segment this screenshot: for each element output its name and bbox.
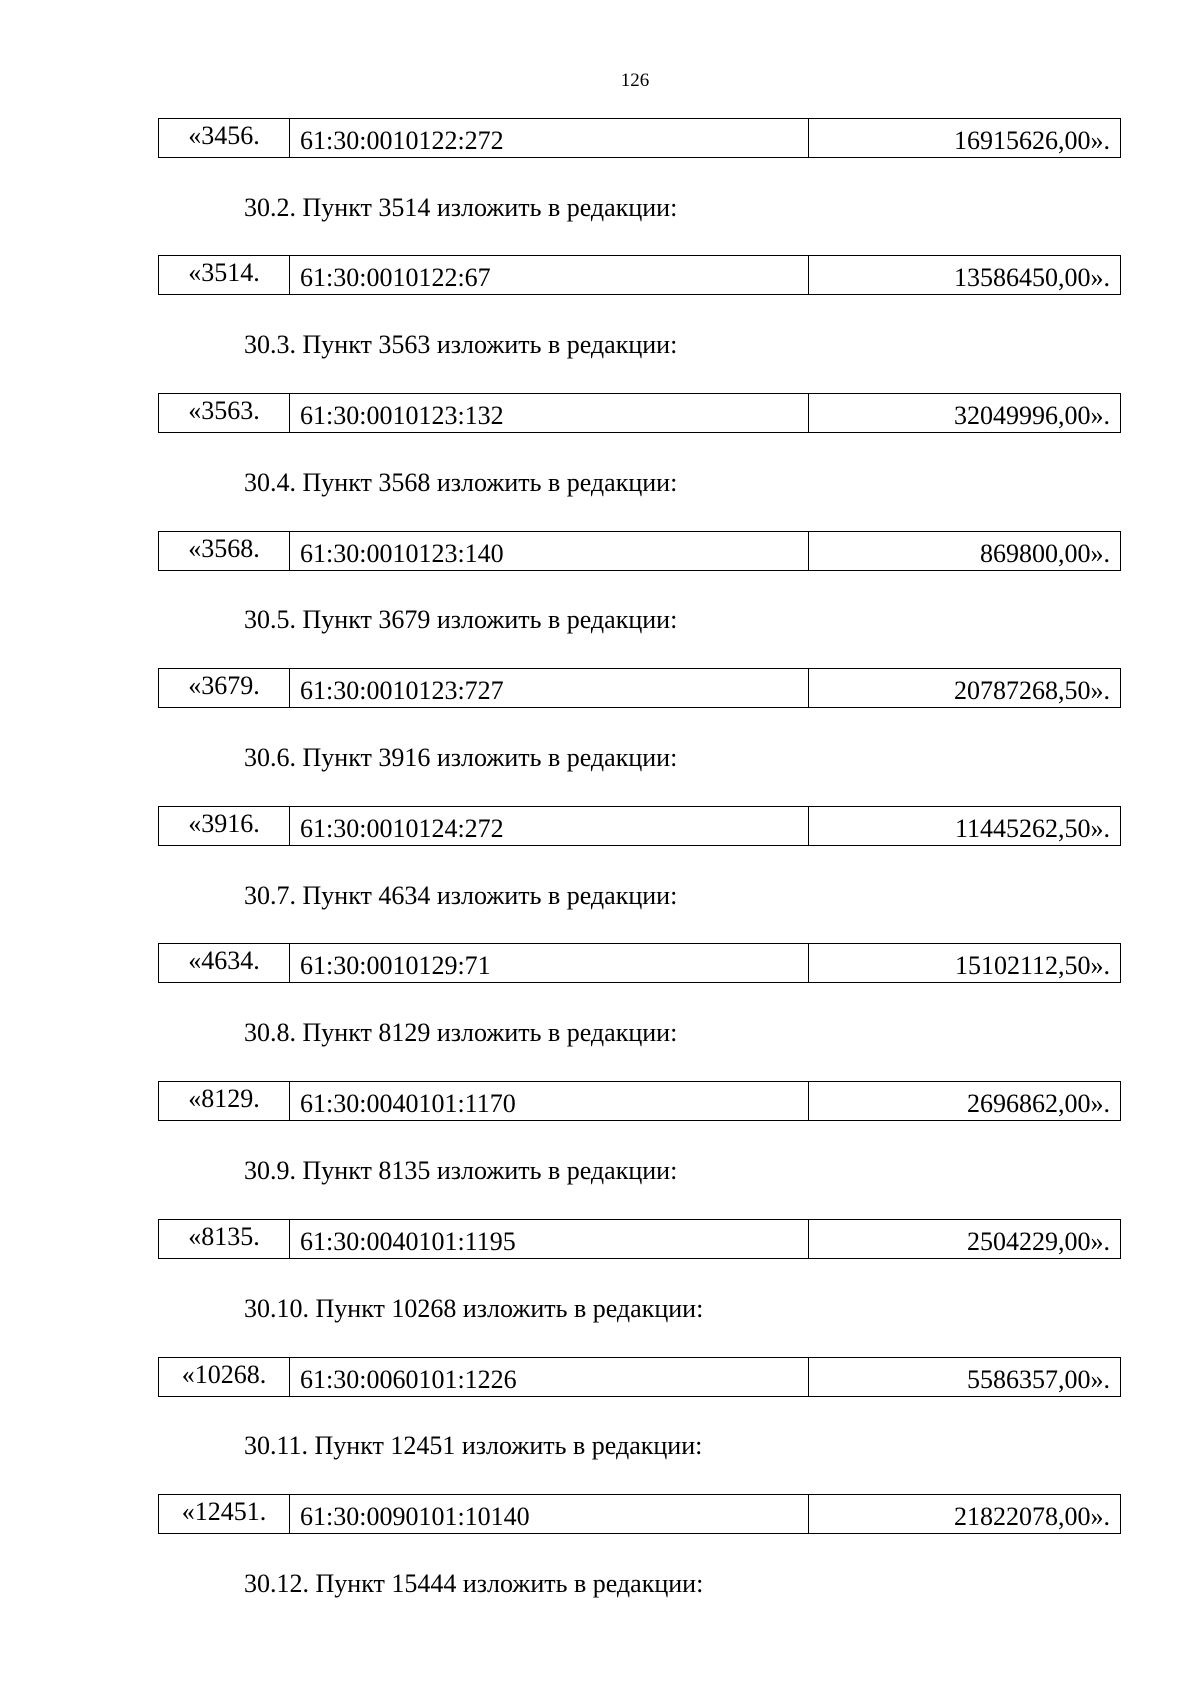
instruction-paragraph: 30.4. Пункт 3568 изложить в редакции: <box>244 468 678 497</box>
item-number-cell: «4634. <box>159 944 290 982</box>
table-row <box>158 1357 1121 1397</box>
cadastral-number-cell: 61:30:0010124:272 <box>290 807 809 845</box>
table-row <box>158 1494 1121 1534</box>
item-number-cell: «8135. <box>159 1220 290 1258</box>
value-cell: 2504229,00». <box>967 1227 1110 1256</box>
item-number-cell: «3916. <box>159 807 290 845</box>
instruction-paragraph: 30.9. Пункт 8135 изложить в редакции: <box>244 1156 678 1185</box>
instruction-paragraph: 30.2. Пункт 3514 изложить в редакции: <box>244 193 678 222</box>
item-number-cell: «3456. <box>159 119 290 157</box>
item-number-cell: «8129. <box>159 1082 290 1120</box>
table-row <box>158 943 1121 983</box>
instruction-paragraph: 30.6. Пункт 3916 изложить в редакции: <box>244 743 678 772</box>
instruction-paragraph: 30.10. Пункт 10268 изложить в редакции: <box>244 1294 704 1323</box>
value-cell: 11445262,50». <box>954 814 1110 843</box>
cadastral-number-cell: 61:30:0010123:727 <box>290 669 809 707</box>
instruction-paragraph: 30.5. Пункт 3679 изложить в редакции: <box>244 605 678 634</box>
value-cell: 16915626,00». <box>954 126 1110 155</box>
instruction-paragraph: 30.3. Пункт 3563 изложить в редакции: <box>244 330 678 359</box>
cadastral-number-cell: 61:30:0010123:140 <box>290 532 809 570</box>
value-cell: 32049996,00». <box>954 401 1110 430</box>
cadastral-number-cell: 61:30:0060101:1226 <box>290 1358 809 1396</box>
item-number-cell: «3514. <box>159 256 290 294</box>
value-cell: 5586357,00». <box>967 1365 1110 1394</box>
value-cell: 20787268,50». <box>954 676 1110 705</box>
cadastral-number-cell: 61:30:0010123:132 <box>290 394 809 432</box>
instruction-paragraph: 30.12. Пункт 15444 изложить в редакции: <box>244 1569 704 1598</box>
value-cell: 15102112,50». <box>954 951 1110 980</box>
instruction-paragraph: 30.8. Пункт 8129 изложить в редакции: <box>244 1018 678 1047</box>
cadastral-number-cell: 61:30:0040101:1195 <box>290 1220 809 1258</box>
cadastral-number-cell: 61:30:0040101:1170 <box>290 1082 809 1120</box>
item-number-cell: «3563. <box>159 394 290 432</box>
instruction-paragraph: 30.7. Пункт 4634 изложить в редакции: <box>244 881 678 910</box>
value-cell: 13586450,00». <box>954 263 1110 292</box>
table-row <box>158 393 1121 433</box>
item-number-cell: «3679. <box>159 669 290 707</box>
table-row <box>158 806 1121 846</box>
table-row <box>158 531 1121 571</box>
page-number: 126 <box>620 70 650 91</box>
item-number-cell: «10268. <box>159 1358 290 1396</box>
cadastral-number-cell: 61:30:0010129:71 <box>290 944 809 982</box>
value-cell: 869800,00». <box>980 539 1110 568</box>
table-row <box>158 668 1121 708</box>
item-number-cell: «3568. <box>159 532 290 570</box>
instruction-paragraph: 30.11. Пункт 12451 изложить в редакции: <box>244 1431 703 1460</box>
table-row <box>158 1219 1121 1259</box>
value-cell: 21822078,00». <box>954 1502 1110 1531</box>
table-row <box>158 1081 1121 1121</box>
table-row <box>158 255 1121 295</box>
cadastral-number-cell: 61:30:0010122:272 <box>290 119 809 157</box>
item-number-cell: «12451. <box>159 1495 290 1533</box>
cadastral-number-cell: 61:30:0090101:10140 <box>290 1495 809 1533</box>
cadastral-number-cell: 61:30:0010122:67 <box>290 256 809 294</box>
table-row <box>158 118 1121 158</box>
value-cell: 2696862,00». <box>967 1089 1110 1118</box>
